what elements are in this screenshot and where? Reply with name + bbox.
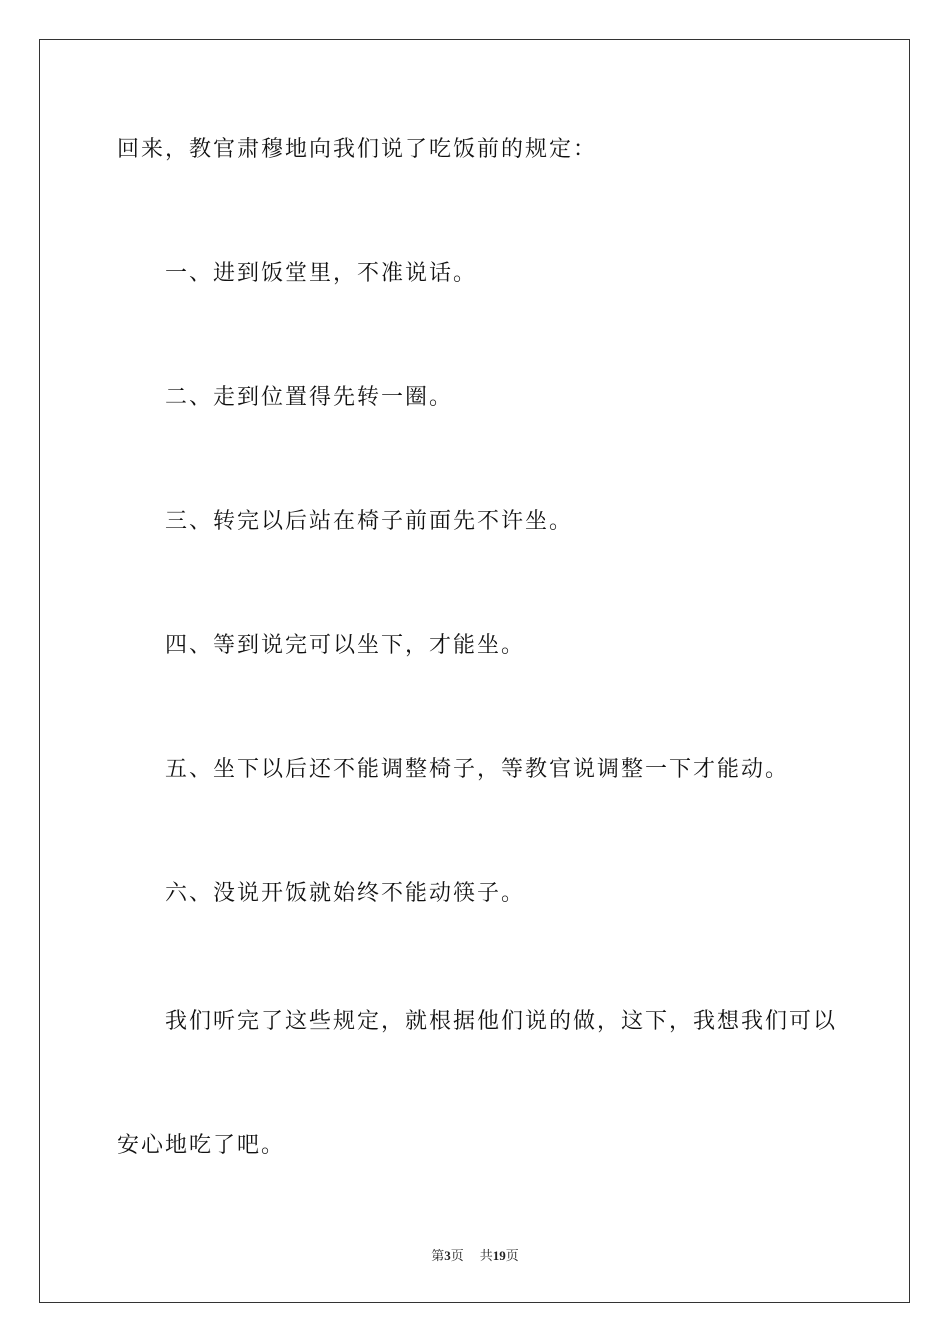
closing-paragraph-line-2: 安心地吃了吧。 <box>117 1133 286 1158</box>
closing-paragraph-line-1: 我们听完了这些规定，就根据他们说的做，这下，我想我们可以 <box>165 1009 838 1034</box>
footer-page-number: 3 <box>444 1248 451 1263</box>
paragraph-line-1: 回来，教官肃穆地向我们说了吃饭前的规定： <box>117 137 598 162</box>
rule-item-3: 三、转完以后站在椅子前面先不许坐。 <box>165 509 574 534</box>
footer-total-pages: 19 <box>492 1248 506 1263</box>
footer-total-prefix: 共 <box>479 1249 493 1264</box>
footer-page-prefix: 第 <box>431 1249 445 1264</box>
rule-item-4: 四、等到说完可以坐下，才能坐。 <box>165 633 526 658</box>
rule-item-6: 六、没说开饭就始终不能动筷子。 <box>165 881 526 906</box>
page-footer <box>0 1248 950 1265</box>
rule-item-1: 一、进到饭堂里，不准说话。 <box>165 261 478 286</box>
footer-total-suffix: 页 <box>505 1249 519 1264</box>
footer-page-suffix: 页 <box>450 1249 464 1264</box>
page-border <box>39 39 910 1303</box>
rule-item-5: 五、坐下以后还不能调整椅子，等教官说调整一下才能动。 <box>165 757 790 782</box>
rule-item-2: 二、走到位置得先转一圈。 <box>165 385 454 410</box>
